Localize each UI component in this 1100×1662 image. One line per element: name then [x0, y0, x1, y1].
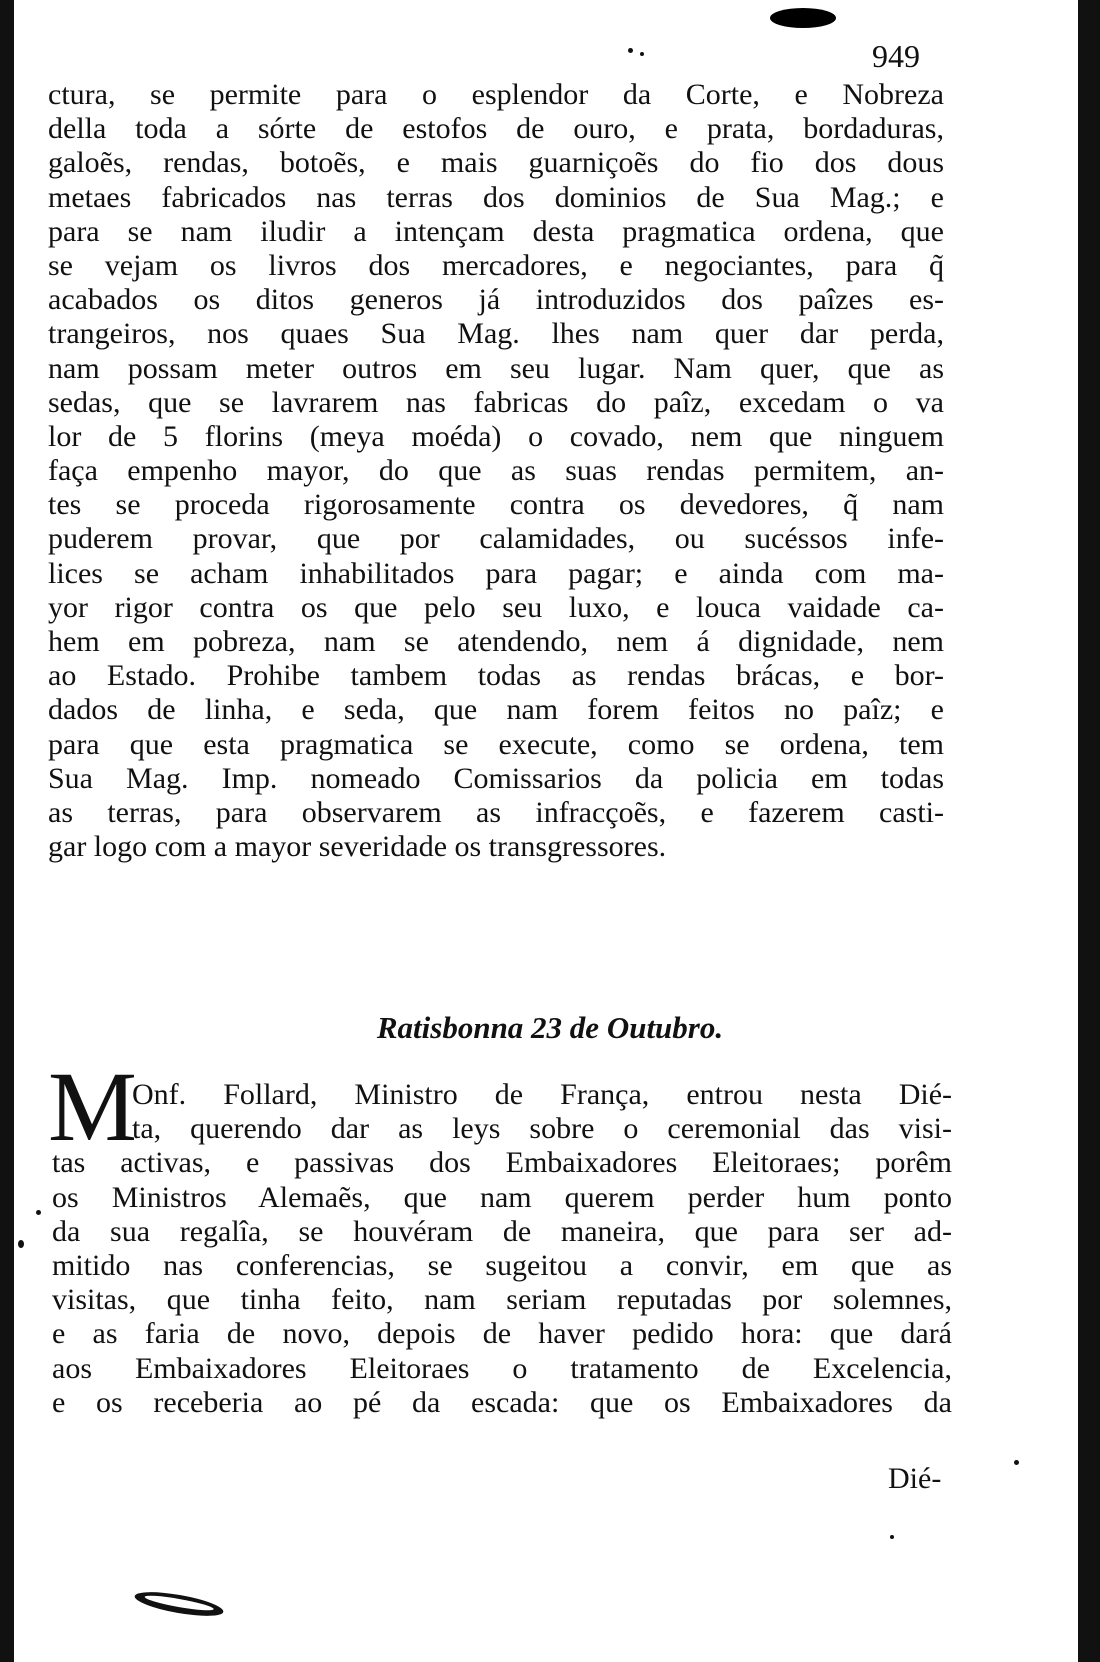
page-edge-right: [1078, 0, 1100, 1662]
text-line: metaes fabricados nas terras dos dominios de Sua Mag.; e: [48, 180, 944, 214]
text-line: hem em pobreza, nam se atendendo, nem á dignidade, nem: [48, 625, 944, 658]
text-line: os Ministros Alemaẽs, que nam querem perder hum ponto: [52, 1180, 952, 1214]
text-line: mitido nas conferencias, se sugeitou a convir, em que as: [52, 1248, 952, 1282]
ink-speck: [640, 52, 644, 56]
text-line: acabados os ditos generos já introduzidos dos paîzes es-: [48, 283, 944, 317]
text-line: lor de 5 florins (meya moéda) o covado, nem que ninguem: [48, 419, 944, 453]
text-line: se vejam os livros dos mercadores, e negociantes, para q̃: [48, 248, 944, 282]
text-line: Sua Mag. Imp. nomeado Comissarios da policia em todas: [48, 761, 944, 795]
ink-speck: [18, 1240, 24, 1248]
text-line: e os receberia ao pé da escada: que os Embaixadores da: [52, 1385, 952, 1419]
ink-speck: [36, 1210, 41, 1215]
page-number: 949: [872, 38, 920, 74]
text-line: ao Estado. Prohibe tambem todas as rendas brácas, e bor-: [48, 659, 944, 693]
text-line: da sua regalîa, se houvéram de maneira, que para ser ad-: [52, 1214, 952, 1248]
ink-speck: [628, 48, 633, 53]
text-line: della toda a sórte de estofos de ouro, e prata, bordaduras,: [48, 112, 944, 146]
text-line: faça empenho mayor, do que as suas rendas permitem, an-: [48, 454, 944, 488]
text-line: Onf. Follard, Ministro de França, entrou nesta Dié-: [132, 1078, 952, 1111]
text-line: lices se acham inhabilitados para pagar; e ainda com ma-: [48, 556, 944, 590]
catchword: Dié-: [888, 1462, 942, 1495]
text-line: sedas, que se lavrarem nas fabricas do paîz, excedam o va: [48, 385, 944, 419]
article-text: [52, 1078, 952, 1420]
dateline-heading: Ratisbonna 23 de Outubro.: [376, 1010, 724, 1045]
text-line: para se nam iludir a intençam desta pragmatica ordena, que: [48, 214, 944, 248]
drop-cap: M: [48, 1051, 137, 1162]
text-line: ta, querendo dar as leys sobre o ceremonial das visi-: [132, 1112, 952, 1146]
text-line: yor rigor contra os que pelo seu luxo, e louca vaidade ca-: [48, 590, 944, 624]
ink-speck: [890, 1535, 894, 1539]
text-line: galoẽs, rendas, botoẽs, e mais guarniçoẽs do fio dos dous: [48, 146, 944, 180]
text-line: aos Embaixadores Eleitoraes o tratamento de Excelencia,: [52, 1351, 952, 1385]
ink-speck: [1014, 1460, 1019, 1465]
article-text: [48, 78, 944, 864]
text-line: puderem provar, que por calamidades, ou sucéssos infe-: [48, 522, 944, 556]
text-line: para que esta pragmatica se execute, como se ordena, tem: [48, 727, 944, 761]
ink-blot: [770, 8, 836, 28]
ink-blot: [133, 1587, 225, 1620]
text-line: tas activas, e passivas dos Embaixadores Eleitoraes; porêm: [52, 1146, 952, 1180]
text-line: dados de linha, e seda, que nam forem feitos no paîz; e: [48, 693, 944, 727]
text-line: trangeiros, nos quaes Sua Mag. lhes nam quer dar perda,: [48, 317, 944, 351]
text-line: visitas, que tinha feito, nam seriam reputadas por solemnes,: [52, 1283, 952, 1317]
text-line: tes se proceda rigorosamente contra os devedores, q̃ nam: [48, 488, 944, 522]
text-line: e as faria de novo, depois de haver pedido hora: que dará: [52, 1317, 952, 1351]
page-edge-left: [0, 0, 14, 1662]
text-line: ctura, se permite para o esplendor da Corte, e Nobreza: [48, 78, 944, 111]
text-line: nam possam meter outros em seu lugar. Nam quer, que as: [48, 351, 944, 385]
text-line: gar logo com a mayor severidade os transgressores.: [48, 830, 667, 864]
text-line: as terras, para observarem as infracçoẽs, e fazerem casti-: [48, 795, 944, 829]
